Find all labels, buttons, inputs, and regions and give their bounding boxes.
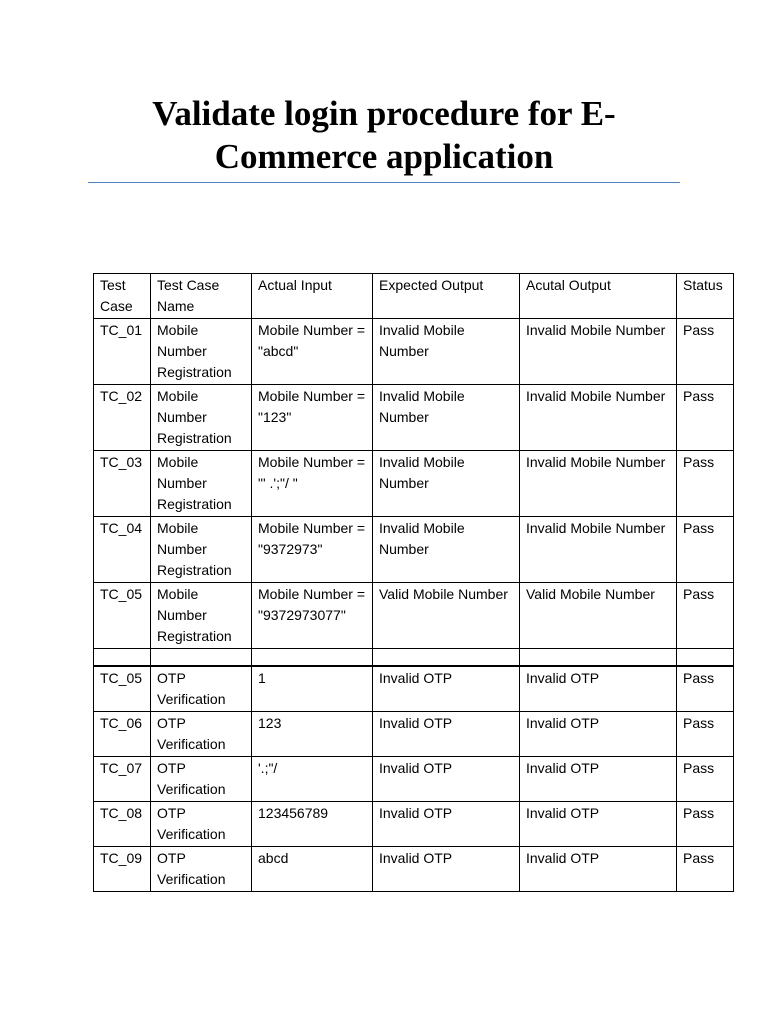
cell-status: Pass bbox=[677, 757, 734, 802]
cell-test-case: TC_03 bbox=[94, 451, 151, 517]
cell-actual-output: Invalid OTP bbox=[520, 802, 677, 847]
cell-test-case-name: OTP Verification bbox=[151, 847, 252, 892]
cell-actual-input: abcd bbox=[252, 847, 373, 892]
cell-test-case: TC_05 bbox=[94, 583, 151, 649]
cell-status: Pass bbox=[677, 583, 734, 649]
cell-test-case: TC_01 bbox=[94, 319, 151, 385]
cell-test-case: TC_04 bbox=[94, 517, 151, 583]
table-row bbox=[94, 847, 734, 892]
cell-actual-output: Invalid OTP bbox=[520, 666, 677, 712]
cell-actual-input: 123456789 bbox=[252, 802, 373, 847]
cell-actual-input: 123 bbox=[252, 712, 373, 757]
header-status: Status bbox=[677, 274, 734, 319]
cell-actual-input: Mobile Number = "9372973077" bbox=[252, 583, 373, 649]
cell-status: Pass bbox=[677, 712, 734, 757]
table-row bbox=[94, 517, 734, 583]
cell-test-case-name: OTP Verification bbox=[151, 712, 252, 757]
empty-cell bbox=[151, 649, 252, 667]
cell-actual-input: 1 bbox=[252, 666, 373, 712]
header-expected-output: Expected Output bbox=[373, 274, 520, 319]
test-case-table bbox=[93, 273, 734, 892]
cell-actual-input: Mobile Number = "9372973" bbox=[252, 517, 373, 583]
cell-test-case: TC_08 bbox=[94, 802, 151, 847]
cell-test-case-name: OTP Verification bbox=[151, 757, 252, 802]
cell-test-case: TC_09 bbox=[94, 847, 151, 892]
cell-status: Pass bbox=[677, 319, 734, 385]
cell-status: Pass bbox=[677, 451, 734, 517]
cell-expected-output: Invalid OTP bbox=[373, 802, 520, 847]
header-actual-input: Actual Input bbox=[252, 274, 373, 319]
table-row bbox=[94, 757, 734, 802]
header-test-case-name: Test Case Name bbox=[151, 274, 252, 319]
cell-test-case-name: Mobile Number Registration bbox=[151, 517, 252, 583]
cell-test-case: TC_07 bbox=[94, 757, 151, 802]
cell-expected-output: Invalid OTP bbox=[373, 757, 520, 802]
table-row bbox=[94, 666, 734, 712]
document-title: Validate login procedure for E-Commerce application bbox=[152, 94, 616, 176]
cell-test-case-name: Mobile Number Registration bbox=[151, 319, 252, 385]
cell-test-case-name: OTP Verification bbox=[151, 802, 252, 847]
cell-actual-output: Invalid Mobile Number bbox=[520, 451, 677, 517]
cell-actual-input: Mobile Number = "123" bbox=[252, 385, 373, 451]
empty-cell bbox=[94, 649, 151, 667]
cell-expected-output: Invalid OTP bbox=[373, 847, 520, 892]
cell-status: Pass bbox=[677, 385, 734, 451]
cell-actual-output: Invalid OTP bbox=[520, 712, 677, 757]
table-row bbox=[94, 712, 734, 757]
table-row bbox=[94, 802, 734, 847]
empty-cell bbox=[373, 649, 520, 667]
cell-expected-output: Invalid Mobile Number bbox=[373, 385, 520, 451]
table-row bbox=[94, 385, 734, 451]
cell-expected-output: Invalid Mobile Number bbox=[373, 319, 520, 385]
cell-expected-output: Invalid OTP bbox=[373, 666, 520, 712]
cell-test-case-name: Mobile Number Registration bbox=[151, 583, 252, 649]
cell-actual-input: Mobile Number = "abcd" bbox=[252, 319, 373, 385]
cell-expected-output: Invalid OTP bbox=[373, 712, 520, 757]
table-spacer-row bbox=[94, 649, 734, 667]
cell-expected-output: Valid Mobile Number bbox=[373, 583, 520, 649]
empty-cell bbox=[677, 649, 734, 667]
cell-actual-output: Valid Mobile Number bbox=[520, 583, 677, 649]
cell-status: Pass bbox=[677, 847, 734, 892]
cell-test-case: TC_05 bbox=[94, 666, 151, 712]
cell-expected-output: Invalid Mobile Number bbox=[373, 451, 520, 517]
cell-test-case-name: OTP Verification bbox=[151, 666, 252, 712]
table-header-row bbox=[94, 274, 734, 319]
cell-status: Pass bbox=[677, 802, 734, 847]
cell-test-case-name: Mobile Number Registration bbox=[151, 385, 252, 451]
table-row bbox=[94, 319, 734, 385]
cell-expected-output: Invalid Mobile Number bbox=[373, 517, 520, 583]
cell-status: Pass bbox=[677, 666, 734, 712]
cell-actual-output: Invalid Mobile Number bbox=[520, 385, 677, 451]
cell-actual-input: Mobile Number = "' .';"/ " bbox=[252, 451, 373, 517]
cell-test-case: TC_06 bbox=[94, 712, 151, 757]
table-row bbox=[94, 583, 734, 649]
cell-test-case-name: Mobile Number Registration bbox=[151, 451, 252, 517]
header-actual-output: Acutal Output bbox=[520, 274, 677, 319]
cell-actual-output: Invalid OTP bbox=[520, 757, 677, 802]
cell-status: Pass bbox=[677, 517, 734, 583]
cell-test-case: TC_02 bbox=[94, 385, 151, 451]
empty-cell bbox=[520, 649, 677, 667]
table-row bbox=[94, 451, 734, 517]
cell-actual-output: Invalid OTP bbox=[520, 847, 677, 892]
cell-actual-input: '.;"/ bbox=[252, 757, 373, 802]
cell-actual-output: Invalid Mobile Number bbox=[520, 517, 677, 583]
title-underline bbox=[88, 182, 680, 183]
header-test-case: Test Case bbox=[94, 274, 151, 319]
empty-cell bbox=[252, 649, 373, 667]
cell-actual-output: Invalid Mobile Number bbox=[520, 319, 677, 385]
